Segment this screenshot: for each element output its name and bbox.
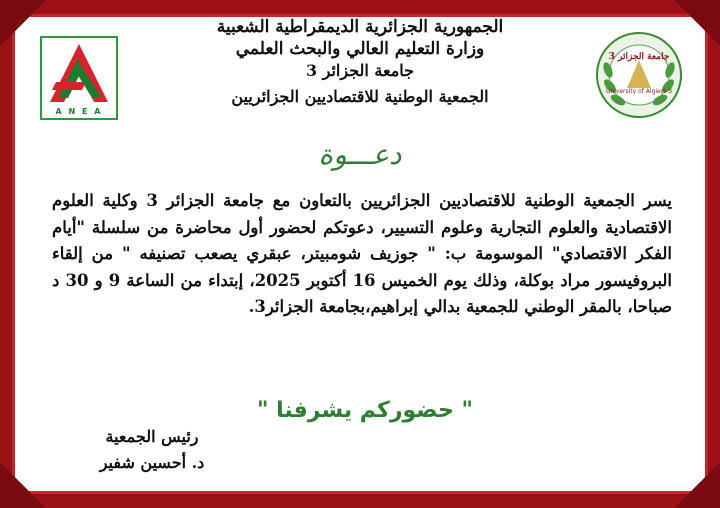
university-seal-english: University of Algiers 3 xyxy=(605,88,673,95)
invitation-title: دعـــوة xyxy=(318,138,402,171)
closing-phrase: " حضوركم يشرفنا " xyxy=(257,398,473,423)
university-seal-arabic: جامعة الجزائر 3 xyxy=(608,52,670,62)
republic-name: الجمهورية الجزائرية الديمقراطية الشعبية xyxy=(216,17,504,37)
letterhead xyxy=(150,16,570,108)
anea-logo xyxy=(40,36,118,120)
corner-ornament xyxy=(0,462,46,508)
laurel-seal-icon xyxy=(594,30,684,120)
signatory-role: رئيس الجمعية xyxy=(105,427,199,446)
association-name: الجمعية الوطنية للاقتصاديين الجزائريين xyxy=(231,87,489,106)
signature-block xyxy=(92,424,212,476)
corner-ornament xyxy=(674,462,720,508)
anea-logo-text: A N E A xyxy=(55,107,103,116)
invitation-body: يسر الجمعية الوطنية للاقتصاديين الجزائريين بالتعاون مع جامعة الجزائر 3 وكلية العلوم الاقتصادية والعلوم التجارية وعلوم التسيير، دعوتكم لحضور أول محاضرة من سلسلة "أيام الفكر الاقتصادي" الموسومة ب: " جوزيف شومبيتر، عبقري يصعب تصنيفه " من إلقاء البروفيسور مراد بوكلة، وذلك يوم الخميس 16 أكتوبر 2025، إبتداء من الساعة 9 و 30 د صباحا، بالمقر الوطني للجمعية بدالي إبراهيم،بجامعة الجزائر3. xyxy=(52,191,673,316)
university-name: جامعة الجزائر 3 xyxy=(305,61,415,80)
signatory-name: د. أحسين شفير xyxy=(99,453,205,472)
ministry-name: وزارة التعليم العالي والبحث العلمي xyxy=(235,39,485,59)
anea-emblem-icon xyxy=(46,42,112,104)
university-seal-logo xyxy=(594,30,684,120)
